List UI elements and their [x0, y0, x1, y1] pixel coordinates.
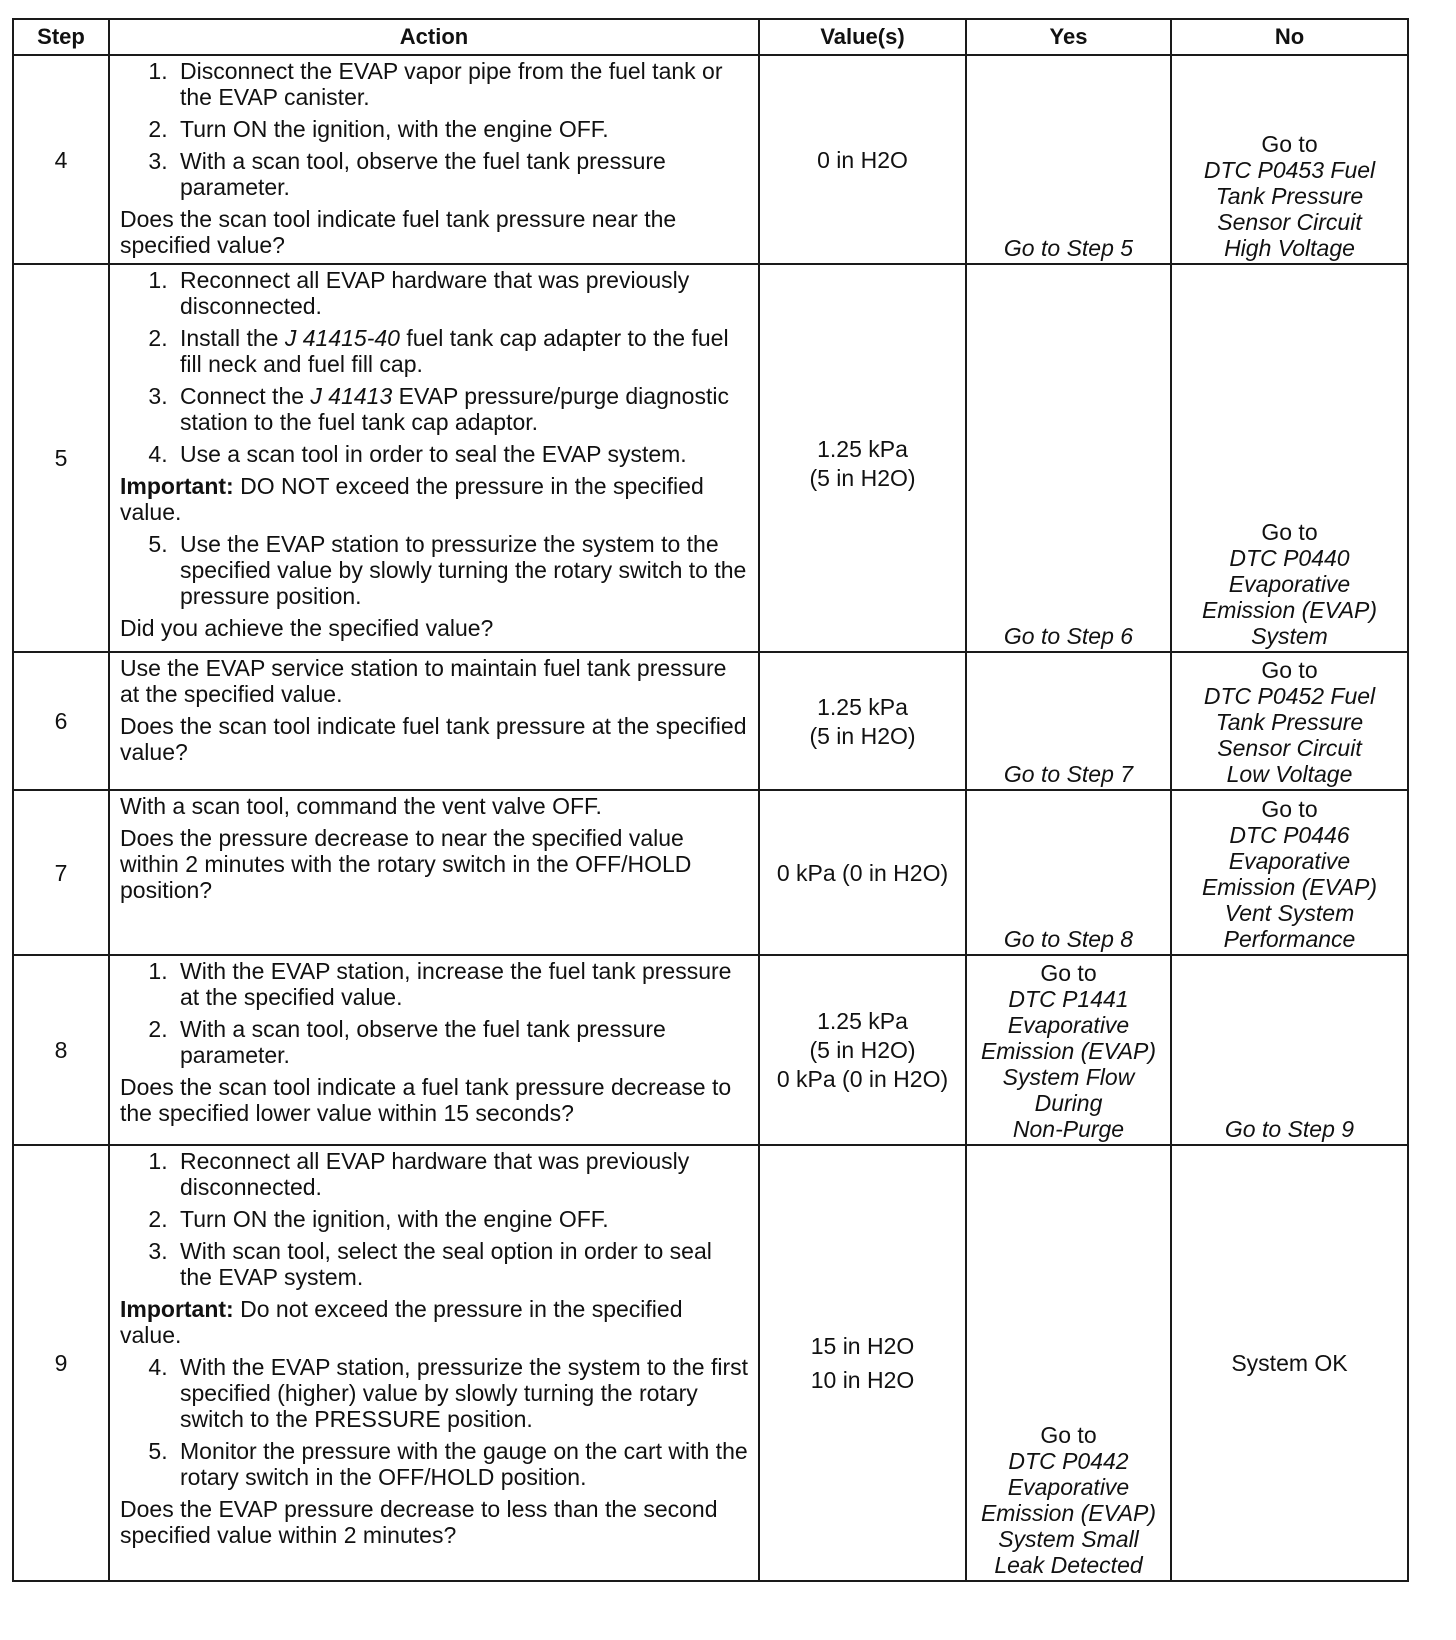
values-cell [759, 652, 966, 790]
value-text: 1.25 kPa [817, 1008, 908, 1034]
action-cell [109, 652, 759, 790]
action-list [120, 1354, 748, 1490]
action-text: With a scan tool, command the vent valve OFF. [120, 793, 602, 819]
no-goto-line: Tank Pressure [1215, 183, 1364, 209]
header-yes: Yes [966, 19, 1171, 55]
action-text: Install the [180, 325, 285, 351]
table-row-step-5 [13, 264, 1408, 652]
action-cell [109, 790, 759, 955]
table-header-row [13, 19, 1408, 55]
value-text: 1.25 kPa [817, 693, 908, 720]
no-goto-line: DTC P0446 [1229, 822, 1350, 848]
header-step: Step [13, 19, 109, 55]
action-item: 4. With the EVAP station, pressurize the system to the first specified (higher) value by slowly turning the rotary switch to the PRESSURE position. [174, 1354, 748, 1432]
yes-cell [966, 1145, 1171, 1581]
yes-goto-line: Evaporative [1007, 1012, 1130, 1038]
value-text: (5 in H2O) [809, 465, 916, 491]
yes-goto-line: System Small [998, 1526, 1139, 1552]
no-goto: Go to Step 9 [1224, 1116, 1355, 1142]
step-number: 6 [13, 652, 109, 790]
yes-goto-line: Emission (EVAP) [980, 1038, 1157, 1064]
no-goto-line: Evaporative [1228, 848, 1351, 874]
action-text: Connect the [180, 383, 311, 409]
action-item [174, 325, 748, 377]
value-text: (5 in H2O) [809, 722, 916, 749]
yes-cell [966, 955, 1171, 1145]
table-row-step-7 [13, 790, 1408, 955]
action-item: 3. With scan tool, select the seal option in order to seal the EVAP system. [174, 1238, 748, 1290]
action-item: 2. Turn ON the ignition, with the engine OFF. [174, 1206, 748, 1232]
values-cell [759, 1145, 966, 1581]
yes-cell [966, 790, 1171, 955]
no-goto-line: Sensor Circuit [1217, 209, 1362, 235]
action-item [174, 383, 748, 435]
values-cell [759, 790, 966, 955]
action-question: Does the EVAP pressure decrease to less than the second specified value within 2 minutes? [120, 1496, 718, 1548]
important-note [120, 473, 748, 525]
values-cell [759, 264, 966, 652]
tool-number: J 41415-40 [284, 325, 400, 351]
no-cell [1171, 264, 1408, 652]
action-list [120, 58, 748, 200]
action-list [120, 1148, 748, 1290]
value-text: 10 in H2O [810, 1367, 915, 1393]
value-text: 0 in H2O [817, 146, 908, 173]
action-question: Does the scan tool indicate a fuel tank pressure decrease to the specified lower value within 15 seconds? [120, 1074, 732, 1126]
action-text: Use the EVAP service station to maintain fuel tank pressure at the specified value. [120, 655, 727, 707]
yes-goto-line: DTC P1441 [1008, 986, 1129, 1012]
action-item: 1. With the EVAP station, increase the fuel tank pressure at the specified value. [174, 958, 748, 1010]
action-text: fuel tank cap adapter to the fuel fill neck and fuel fill cap. [180, 325, 729, 377]
yes-goto-line: During [1034, 1090, 1103, 1116]
action-question: Does the pressure decrease to near the specified value within 2 minutes with the rotary switch in the OFF/HOLD position? [120, 825, 692, 903]
action-cell [109, 1145, 759, 1581]
yes-goto-line: Emission (EVAP) [980, 1500, 1157, 1526]
no-cell [1171, 790, 1408, 955]
header-action: Action [109, 19, 759, 55]
yes-goto: Go to Step 6 [1003, 623, 1134, 649]
action-item: 2. Turn ON the ignition, with the engine OFF. [174, 116, 748, 142]
important-label: Important: [120, 1296, 234, 1322]
no-goto-line: High Voltage [1224, 235, 1355, 261]
table-row-step-4 [13, 55, 1408, 264]
no-goto-line: Evaporative [1228, 571, 1351, 597]
yes-goto-line: Non-Purge [1012, 1116, 1125, 1142]
action-item: 3. With a scan tool, observe the fuel tank pressure parameter. [174, 148, 748, 200]
action-question: Does the scan tool indicate fuel tank pressure near the specified value? [120, 206, 677, 258]
important-text: Do not exceed the pressure in the specified value. [120, 1296, 683, 1348]
action-item: 2. With a scan tool, observe the fuel tank pressure parameter. [174, 1016, 748, 1068]
no-goto-label: Go to [1261, 657, 1318, 683]
no-result: System OK [1231, 1350, 1348, 1376]
value-text: 15 in H2O [810, 1333, 915, 1359]
action-item: 5. Use the EVAP station to pressurize the system to the specified value by slowly turning the rotary switch to the pressure position. [174, 531, 748, 609]
yes-goto: Go to Step 5 [1003, 235, 1134, 261]
no-cell [1171, 55, 1408, 264]
table-row-step-9 [13, 1145, 1408, 1581]
no-goto-line: Vent System [1224, 900, 1355, 926]
yes-cell [966, 264, 1171, 652]
no-goto-line: System [1251, 623, 1328, 649]
step-number: 4 [13, 55, 109, 264]
action-item: 5. Monitor the pressure with the gauge on the cart with the rotary switch in the OFF/HOLD position. [174, 1438, 748, 1490]
no-goto-line: Sensor Circuit [1217, 735, 1362, 761]
important-text: DO NOT exceed the pressure in the specified value. [120, 473, 704, 525]
important-label: Important: [120, 473, 234, 499]
yes-goto-label: Go to [1040, 1422, 1097, 1448]
diagnostic-page [12, 18, 1409, 1582]
no-cell [1171, 652, 1408, 790]
yes-cell [966, 652, 1171, 790]
yes-goto-line: Leak Detected [994, 1552, 1143, 1578]
action-cell [109, 264, 759, 652]
no-goto-line: DTC P0440 [1229, 545, 1350, 571]
header-no: No [1171, 19, 1408, 55]
action-item: 1. Reconnect all EVAP hardware that was previously disconnected. [174, 267, 748, 319]
step-number: 7 [13, 790, 109, 955]
table-row-step-6 [13, 652, 1408, 790]
no-goto-line: Low Voltage [1226, 761, 1353, 787]
important-note [120, 1296, 748, 1348]
action-list [120, 267, 748, 467]
values-cell [759, 955, 966, 1145]
tool-number: J 41413 [310, 383, 393, 409]
value-text: 1.25 kPa [817, 436, 908, 462]
no-goto-line: Emission (EVAP) [1201, 597, 1378, 623]
no-goto-label: Go to [1261, 796, 1318, 822]
yes-goto-line: System Flow [1002, 1064, 1135, 1090]
action-item: 4. Use a scan tool in order to seal the EVAP system. [174, 441, 748, 467]
yes-goto-line: DTC P0442 [1008, 1448, 1129, 1474]
table-row-step-8 [13, 955, 1408, 1145]
action-item: 1. Disconnect the EVAP vapor pipe from the fuel tank or the EVAP canister. [174, 58, 748, 110]
action-item: 1. Reconnect all EVAP hardware that was previously disconnected. [174, 1148, 748, 1200]
yes-goto-line: Evaporative [1007, 1474, 1130, 1500]
no-goto-label: Go to [1261, 131, 1318, 157]
action-cell [109, 55, 759, 264]
no-goto-line: DTC P0452 Fuel [1203, 683, 1376, 709]
action-question: Does the scan tool indicate fuel tank pressure at the specified value? [120, 713, 747, 765]
no-cell [1171, 955, 1408, 1145]
action-list [120, 958, 748, 1068]
yes-goto-label: Go to [1040, 960, 1097, 986]
step-number: 9 [13, 1145, 109, 1581]
step-number: 5 [13, 264, 109, 652]
header-values: Value(s) [759, 19, 966, 55]
values-cell [759, 55, 966, 264]
yes-cell [966, 55, 1171, 264]
diagnostic-table [12, 18, 1409, 1582]
value-text: 0 kPa (0 in H2O) [776, 859, 949, 886]
no-goto-line: Performance [1223, 926, 1356, 952]
step-number: 8 [13, 955, 109, 1145]
no-goto-line: DTC P0453 Fuel [1203, 157, 1376, 183]
no-goto-line: Tank Pressure [1215, 709, 1364, 735]
no-goto-label: Go to [1261, 519, 1318, 545]
action-question: Did you achieve the specified value? [120, 615, 494, 641]
yes-goto: Go to Step 7 [1003, 761, 1134, 787]
value-text: (5 in H2O) [809, 1037, 916, 1063]
action-list [120, 531, 748, 609]
action-cell [109, 955, 759, 1145]
value-text: 0 kPa (0 in H2O) [776, 1066, 949, 1092]
no-cell [1171, 1145, 1408, 1581]
action-text: EVAP pressure/purge diagnostic station to the fuel tank cap adaptor. [180, 383, 729, 435]
yes-goto: Go to Step 8 [1003, 926, 1134, 952]
no-goto-line: Emission (EVAP) [1201, 874, 1378, 900]
